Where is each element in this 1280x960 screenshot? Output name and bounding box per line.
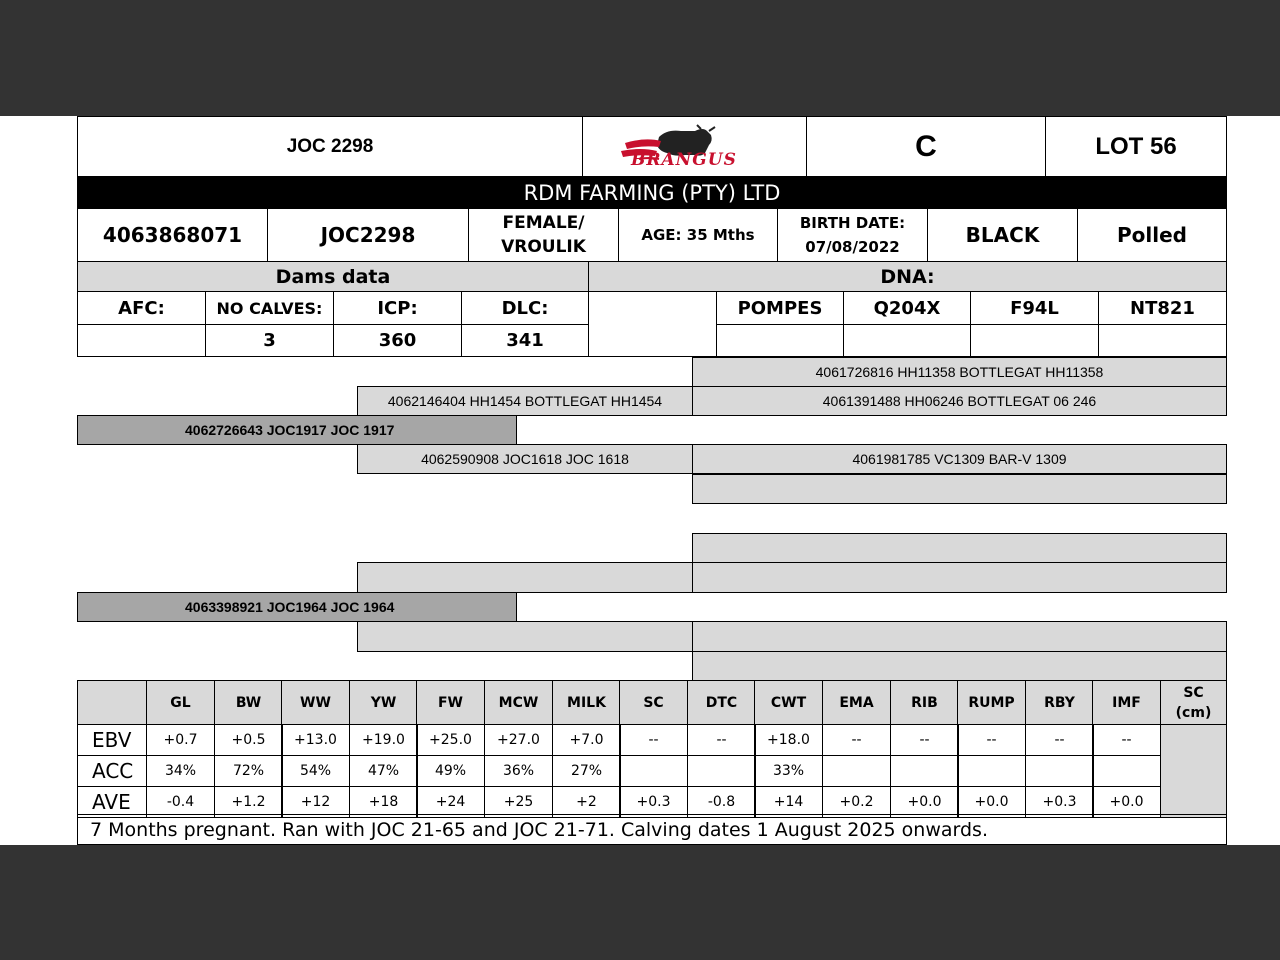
ebv-header-sc-cm [1160,680,1227,725]
dams-value-dlc: 341 [461,324,589,357]
ebv-cell: +0.0 [957,786,1026,818]
ebv-cell [687,755,756,787]
pedigree-sire-sire-sire: 4061726816 HH11358 BOTTLEGAT HH11358 [692,357,1227,387]
ebv-cell: -- [687,724,756,756]
ebv-row-label-acc: ACC [77,755,147,787]
ebv-cell: +12 [281,786,350,818]
ebv-cell: 49% [416,755,485,787]
ebv-header-fw: FW [416,680,485,725]
age: AGE: 35 Mths [618,208,778,262]
sc-cm-line-2: (cm) [1175,704,1212,721]
dna-header-pompes: POMPES [716,291,844,325]
dams-value-no-calves: 3 [205,324,334,357]
ebv-corner [77,680,147,725]
ebv-cell: +0.5 [214,724,283,756]
ebv-cell: 54% [281,755,350,787]
ebv-cell: +2 [552,786,621,818]
birth-date [777,208,928,262]
registration-number: 4063868071 [77,208,268,262]
sex-line-2: VROULIK [501,237,586,257]
ebv-cell: 47% [349,755,418,787]
sc-cm-line-1: SC [1183,684,1204,701]
ebv-header-gl: GL [146,680,215,725]
ebv-cell: -- [619,724,688,756]
ebv-cell: +1.2 [214,786,283,818]
ebv-cell: +0.3 [1025,786,1094,818]
ebv-header-cwt: CWT [754,680,823,725]
sex-line-1: FEMALE/ [502,213,585,233]
ebv-cell: +0.3 [619,786,688,818]
dna-value-nt821 [1098,324,1227,357]
ebv-cell: -- [1025,724,1094,756]
ebv-cell [957,755,1026,787]
ebv-cell: -- [957,724,1026,756]
colour: BLACK [927,208,1078,262]
ebv-cell: +25 [484,786,553,818]
pedigree-dam-sire-dam [692,562,1227,593]
ebv-cell: -- [890,724,959,756]
ebv-cell [1025,755,1094,787]
ebv-header-bw: BW [214,680,283,725]
ebv-cell: +0.0 [1092,786,1161,818]
brangus-logo [582,116,807,177]
pedigree-sire: 4062726643 JOC1917 JOC 1917 [77,415,517,445]
ebv-header-mcw: MCW [484,680,553,725]
dna-value-pompes [716,324,844,357]
ebv-cell [619,755,688,787]
ebv-cell: +0.2 [822,786,891,818]
ebv-cell: 36% [484,755,553,787]
animal-id-title: JOC 2298 [77,116,583,177]
ebv-cell: +27.0 [484,724,553,756]
ebv-cell [1092,755,1161,787]
ebv-cell: -- [1092,724,1161,756]
sex [468,208,619,262]
ebv-cell: +0.7 [146,724,215,756]
dams-data-title: Dams data [77,261,589,292]
lot-number: LOT 56 [1045,116,1227,177]
pedigree-dam: 4063398921 JOC1964 JOC 1964 [77,592,517,622]
ebv-header-yw: YW [349,680,418,725]
ebv-cell: +14 [754,786,823,818]
ebv-cell: +7.0 [552,724,621,756]
pedigree-dam-dam-sire [692,621,1227,652]
dna-blank [588,291,717,357]
dna-value-q204x [843,324,971,357]
dna-value-f94l [970,324,1099,357]
ebv-header-milk: MILK [552,680,621,725]
ebv-header-rby: RBY [1025,680,1094,725]
dna-header-q204x: Q204X [843,291,971,325]
ebv-cell: -- [822,724,891,756]
dna-title: DNA: [588,261,1227,292]
grade-label: C [806,116,1046,177]
ebv-cell: +0.0 [890,786,959,818]
birth-date-label: BIRTH DATE: [799,214,906,232]
ebv-header-imf: IMF [1092,680,1161,725]
pedigree-sire-sire: 4062146404 HH1454 BOTTLEGAT HH1454 [357,386,693,416]
ebv-cell: -0.8 [687,786,756,818]
dna-header-nt821: NT821 [1098,291,1227,325]
tattoo: JOC2298 [267,208,469,262]
logo-text: BRANGUS [631,150,737,170]
ebv-header-ema: EMA [822,680,891,725]
pedigree-sire-sire-dam: 4061391488 HH06246 BOTTLEGAT 06 246 [692,386,1227,416]
dams-header-afc: AFC: [77,291,206,325]
pedigree-dam-sire-sire [692,533,1227,563]
pedigree-dam-dam [357,621,693,652]
ebv-cell: 34% [146,755,215,787]
comment: 7 Months pregnant. Ran with JOC 21-65 and JOC 21-71. Calving dates 1 August 2025 onwards. [77,814,1227,845]
ebv-cell: +24 [416,786,485,818]
pedigree-dam-sire [357,562,693,593]
dams-header-icp: ICP: [333,291,462,325]
ebv-header-dtc: DTC [687,680,756,725]
horn-status: Polled [1077,208,1227,262]
ebv-cell [890,755,959,787]
pedigree-sire-dam: 4062590908 JOC1618 JOC 1618 [357,444,693,474]
ebv-cell: +18 [349,786,418,818]
ebv-row-label-ebv: EBV [77,724,147,756]
pedigree-dam-dam-dam [692,651,1227,681]
ebv-cell [822,755,891,787]
ebv-cell: 27% [552,755,621,787]
ebv-sc-cm-block [1160,724,1227,818]
dams-value-afc [77,324,206,357]
ebv-cell: -0.4 [146,786,215,818]
ebv-cell: 72% [214,755,283,787]
birth-date-value: 07/08/2022 [805,238,900,256]
ebv-header-ww: WW [281,680,350,725]
ebv-cell: +19.0 [349,724,418,756]
ebv-header-rump: RUMP [957,680,1026,725]
pedigree-sire-dam-sire: 4061981785 VC1309 BAR-V 1309 [692,444,1227,474]
dna-header-f94l: F94L [970,291,1099,325]
ebv-cell: +18.0 [754,724,823,756]
ebv-cell: +13.0 [281,724,350,756]
ebv-cell: +25.0 [416,724,485,756]
ebv-cell: 33% [754,755,823,787]
pedigree-sire-dam-dam [692,474,1227,504]
owner-name: RDM FARMING (PTY) LTD [77,176,1227,209]
ebv-header-sc: SC [619,680,688,725]
dams-header-no-calves: NO CALVES: [205,291,334,325]
ebv-row-label-ave: AVE [77,786,147,818]
dams-header-dlc: DLC: [461,291,589,325]
ebv-header-rib: RIB [890,680,959,725]
dams-value-icp: 360 [333,324,462,357]
